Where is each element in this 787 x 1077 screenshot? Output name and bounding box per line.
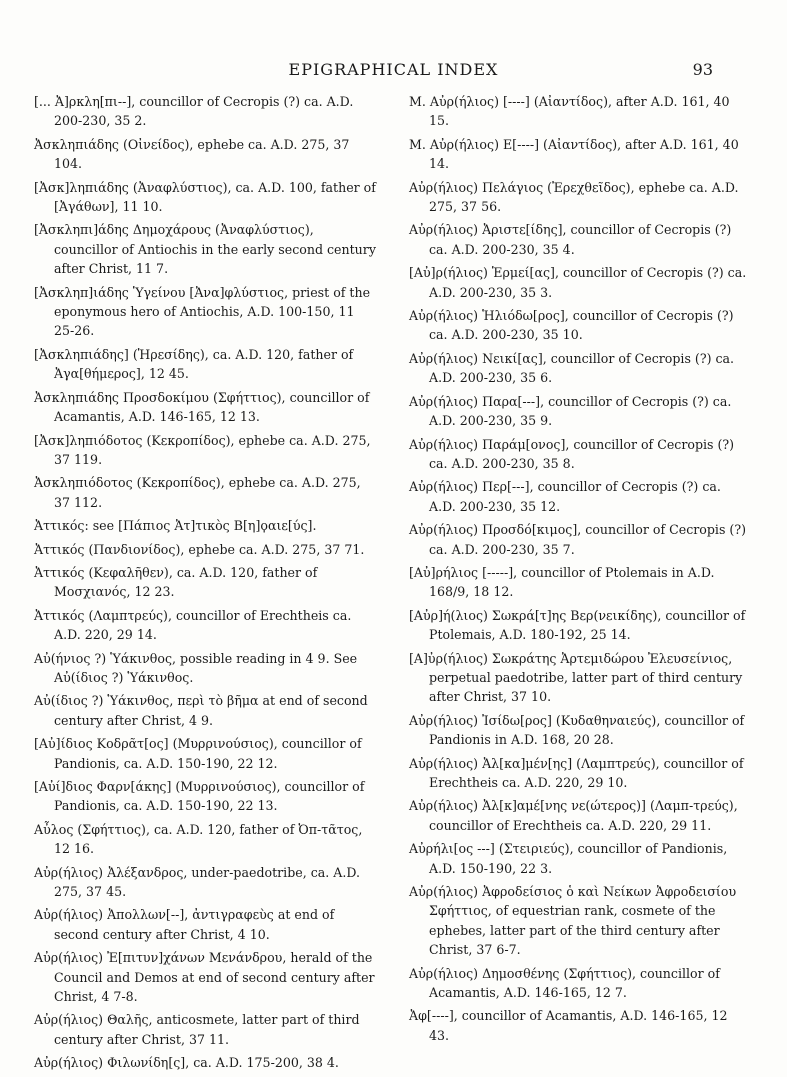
index-entry: Ἀσκληπιόδοτος (Κεκροπίδος), ephebe ca. A.D. 275, 37 112. — [34, 475, 361, 510]
index-entry: Αὐρ(ήλιος) Προσδό[κιμος], councillor of Cecropis (?) ca. A.D. 200-230, 35 7. — [409, 522, 746, 557]
index-entry: Αὐρήλι[ος ---] (Στειριεύς), councillor of Pandionis, A.D. 150-190, 22 3. — [409, 841, 728, 876]
index-entry: Αὐρ(ήλιος) Θαλῆς, anticosmete, latter part of third century after Christ, 37 11. — [34, 1012, 360, 1047]
index-entry: [Ἀσκληπιάδης] (Ἡρεσίδης), ca. A.D. 120, father of Ἀγα[θήμερος], 12 45. — [34, 346, 354, 382]
index-entry: Αὐρ(ήλιος) Πελάγιος (Ἐρεχθεῖδος), ephebe ca. A.D. 275, 37 56. — [409, 179, 739, 215]
index-entry: [Αὐ]ίδιος Κοδρᾶτ[ος] (Μυρρινούσιος), councillor of Pandionis, ca. A.D. 150-190, 22 12. — [34, 736, 362, 771]
index-entry: Αὐρ(ήλιος) Περ[---], councillor of Cecropis (?) ca. A.D. 200-230, 35 12. — [409, 479, 721, 514]
index-entry: Ἀττικός: see [Πάπιος Ἀτ]τικὸς Β[η]ϙαιε[ύς]. — [34, 518, 317, 534]
index-entry: [Ἀσκληπ]ιάδης Ὑγείνου [Ἀνα]φλύστιος, priest of the eponymous hero of Antiochis, A.D. 100-150, 11 25-26. — [34, 284, 371, 339]
index-entry: Αὐρ(ήλιος) Ἀπολλων[--], ἀντιγραφεὺς at end of second century after Christ, 4 10. — [34, 907, 335, 942]
index-entry: Αὐρ(ήλιος) Ἀλ[κα]μέν[ης] (Λαμπτρεύς), councillor of Erechtheis ca. A.D. 220, 29 10. — [409, 755, 744, 790]
index-entry: Αὐρ(ήλιος) Ἰσίδω[ρος] (Κυδαθηναιεύς), councillor of Pandionis in A.D. 168, 20 28. — [409, 712, 745, 748]
index-entry: Αὐρ(ήλιος) Ἀλέξανδρος, under-paedotribe, ca. A.D. 275, 37 45. — [34, 864, 361, 900]
index-entry: Αὐρ(ήλιος) Ἐ[πιτυν]χάνων Μενάνδρου, herald of the Council and Demos at end of second century after Christ, 4 7-8. — [34, 950, 375, 1005]
index-entry: Αὖλος (Σφήττιος), ca. A.D. 120, father of Ὀπ-τᾶτος, 12 16. — [34, 821, 363, 857]
index-entry: Αὐρ(ήλιος) Νεικί[ας], councillor of Cecropis (?) ca. A.D. 200-230, 35 6. — [409, 350, 735, 386]
index-entry: Αὐρ(ήλιος) Δημοσθένης (Σφήττιος), councillor of Acamantis, A.D. 146-165, 12 7. — [409, 965, 720, 1001]
index-entry: M. Αὐρ(ήλιος) [----] (Αἰαντίδος), after A.D. 161, 40 15. — [409, 94, 730, 129]
index-column-right — [409, 92, 751, 1049]
index-entry: Αὐρ(ήλιος) Παρα[---], councillor of Cecropis (?) ca. A.D. 200-230, 35 9. — [409, 393, 732, 429]
index-entry: Αὐρ(ήλιος) Ἀλ[κ]αμέ[νης νε(ώτερος)] (Λαμπ-τρεύς), councillor of Erechtheis ca. A.D. 220, 29 11. — [409, 798, 738, 833]
index-entry: [Αὐ]ρ(ήλιος) Ἑρμεί[ας], councillor of Cecropis (?) ca. A.D. 200-230, 35 3. — [409, 265, 747, 300]
index-entry: Αὐρ(ήλιος) Παράμ[ονος], councillor of Cecropis (?) ca. A.D. 200-230, 35 8. — [409, 436, 735, 471]
index-entry: Ἀττικός (Κεφαλῆθεν), ca. A.D. 120, father of Μοσχιανός, 12 23. — [34, 564, 318, 600]
index-entry: Ἀττικός (Λαμπτρεύς), councillor of Erechtheis ca. A.D. 220, 29 14. — [34, 607, 352, 643]
index-entry: M. Αὐρ(ήλιος) Ε[----] (Αἰαντίδος), after A.D. 161, 40 14. — [409, 136, 739, 172]
index-entry: Ἀττικός (Πανδιονίδος), ephebe ca. A.D. 275, 37 71. — [34, 541, 365, 557]
index-entry: Αὐρ(ήλιος) Φιλωνίδη[ς], ca. A.D. 175-200, 38 4. — [34, 1055, 339, 1071]
page-header — [0, 60, 787, 84]
index-entry: Αὐ(ίδιος ?) Ὑάκινθος, περὶ τὸ βῆμα at end of second century after Christ, 4 9. — [34, 693, 368, 728]
running-title: EPIGRAPHICAL INDEX — [288, 60, 499, 79]
index-entry: Αὐ(ήνιος ?) Ὑάκινθος, possible reading in 4 9. See Αὐ(ίδιος ?) Ὑάκινθος. — [34, 650, 358, 685]
index-entry: Αὐρ(ήλιος) Ἡλιόδω[ρος], councillor of Cecropis (?) ca. A.D. 200-230, 35 10. — [409, 308, 734, 343]
index-entry: [Ἀσκληπι]άδης Δημοχάρους (Ἀναφλύστιος), councillor of Antiochis in the early second century after Christ, 11 7. — [34, 222, 376, 277]
index-entry: Ἀσκληπιάδης Προσδοκίμου (Σφήττιος), councillor of Acamantis, A.D. 146-165, 12 13. — [34, 389, 370, 425]
index-entry: [Ἀσκ]ληπιόδοτος (Κεκροπίδος), ephebe ca. A.D. 275, 37 119. — [34, 432, 371, 467]
index-entry: [... Ἀ]ρκλη[πι--], councillor of Cecropis (?) ca. A.D. 200-230, 35 2. — [34, 94, 354, 129]
index-column-left — [34, 92, 376, 1077]
index-entry: [Αὐ]ρήλιος [-----], councillor of Ptolemais in A.D. 168/9, 18 12. — [409, 564, 715, 600]
index-entry: [Ἀσκ]ληπιάδης (Ἀναφλύστιος), ca. A.D. 100, father of [Ἀγάθων], 11 10. — [34, 179, 376, 215]
index-entry: Αὐρ(ήλιος) Ἀριστε[ίδης], councillor of Cecropis (?) ca. A.D. 200-230, 35 4. — [409, 222, 732, 257]
index-entry: [Α]ὐρ(ήλιος) Σωκράτης Ἀρτεμιδώρου Ἐλευσείνιος, perpetual paedotribe, latter part of third century after Christ, 37 10. — [409, 650, 743, 705]
index-entry: [Αὐί]διος Φαρν[άκης] (Μυρρινούσιος), councillor of Pandionis, ca. A.D. 150-190, 22 13. — [34, 779, 365, 814]
index-entry: Αὐρ(ήλιος) Ἀφροδείσιος ὁ καὶ Νείκων Ἀφροδεισίου Σφήττιος, of equestrian rank, cosmete of the ephebes, latter part of the third century after Christ, 37 6-7. — [409, 884, 737, 958]
page-number: 93 — [692, 60, 713, 79]
index-entry: Ἀφ[----], councillor of Acamantis, A.D. 146-165, 12 43. — [409, 1008, 728, 1043]
index-entry: Ἀσκληπιάδης (Οἰνείδος), ephebe ca. A.D. 275, 37 104. — [34, 136, 350, 172]
index-entry: [Αὐρ]ή(λιος) Σωκρά[τ]ης Βερ(νεικίδης), councillor of Ptolemais, A.D. 180-192, 25 14. — [409, 607, 746, 643]
